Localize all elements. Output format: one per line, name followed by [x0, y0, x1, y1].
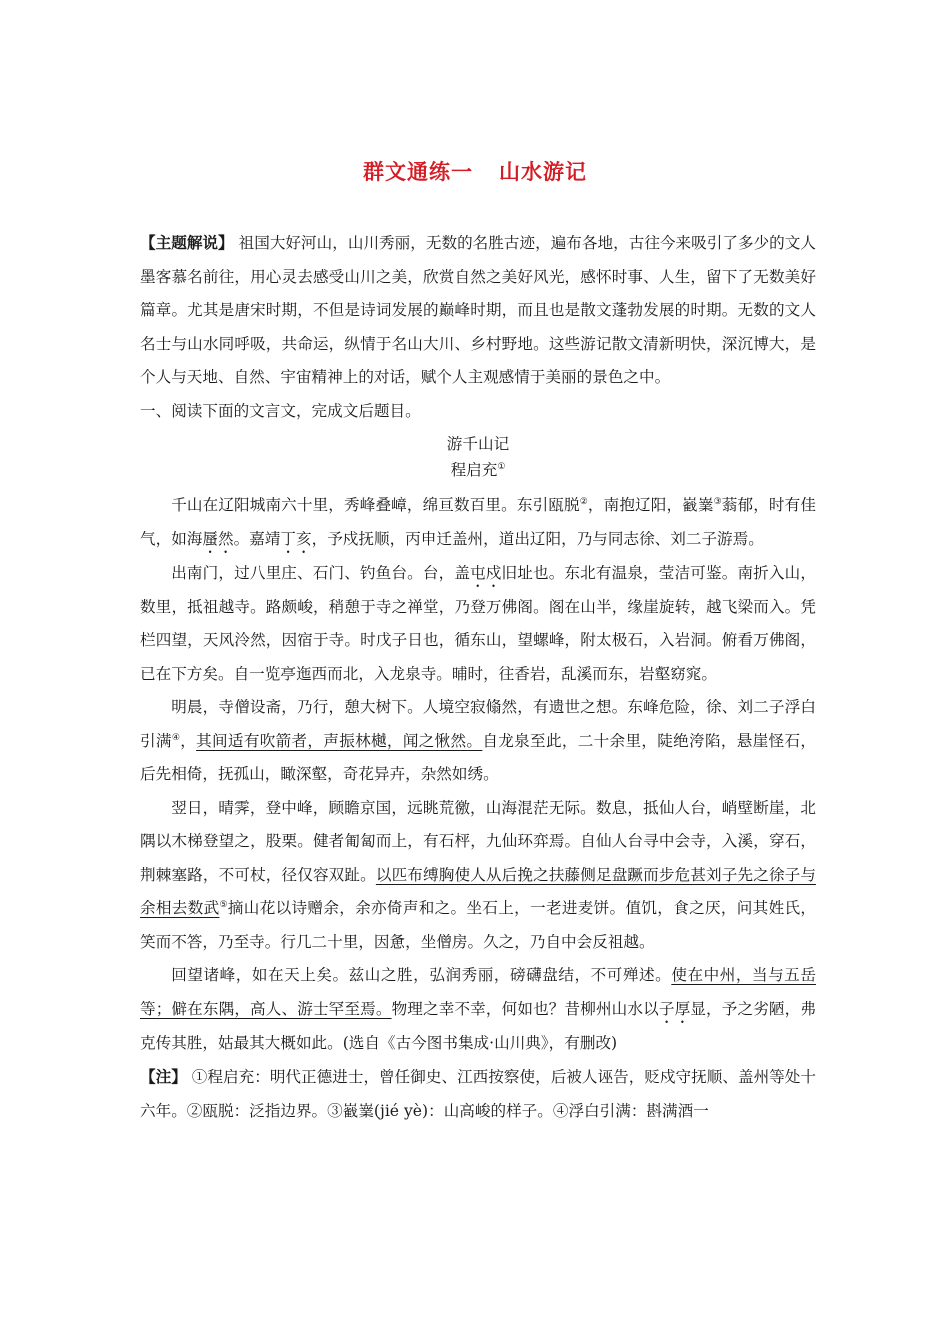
footnote-ref-5: ⑤ — [219, 900, 228, 910]
intro-paragraph — [140, 226, 816, 395]
p3-text-b: ， — [180, 731, 197, 750]
p1-text-c: 蓊郁，时有佳气，如海 — [140, 496, 816, 548]
passage-title: 游千山记 — [446, 435, 510, 453]
p1-text-f: ，予戍抚顺，丙申迁盖州，道出辽阳，乃与同志徐、刘二子游焉。 — [311, 529, 764, 548]
passage-author: 程启充 — [450, 461, 498, 479]
underlined-sentence-2: 以匹布缚胸使人从后挽之扶藤侧足盘蹶而步危甚刘子先之徐子与余相去数武 — [140, 865, 816, 917]
p1-text-a: 千山在辽阳城南六十里，秀峰叠嶂，绵亘数百里。东引瓯脱 — [171, 496, 580, 514]
intro-text: 祖国大好河山，山川秀丽，无数的名胜古迹，遍布各地，古往今来吸引了多少的文人墨客慕名前往，用心灵去感受山川之美，欣赏自然之美好风光，感怀时事、人生，留下了无数美好篇章。尤其是唐宋时期，不但是诗词发展的巅峰时期，而且也是散文蓬勃发展的时期。无数的文人名士与山水同呼吸，共命运，纵情于名山大川、乡村野地。这些游记散文清新明快，深沉博大，是个人与天地、自然、宇宙精神上的对话，赋个人主观感情于美丽的景色之中。 — [140, 234, 816, 386]
footnote-ref-3: ③ — [713, 497, 722, 507]
title-part-1: 群文通练一 — [363, 159, 473, 184]
notes-text: ①程启充：明代正德进士，曾任御史、江西按察使，后被人诬告，贬戍守抚顺、盖州等处十六年。②瓯脱：泛指边界。③巀嶪(jié yè)：山高峻的样子。④浮白引满：斟满酒一 — [140, 1068, 816, 1120]
intro-tag: 【主题解说】 — [140, 233, 234, 252]
page-title — [0, 156, 950, 186]
p5-text-a: 回望诸峰，如在天上矣。兹山之胜，弘润秀丽，磅礴盘结，不可殚述。 — [171, 966, 672, 984]
passage-paragraph-4 — [140, 792, 816, 960]
underlined-sentence-3: 使在中州，当与五岳等；僻在东隅，高人、游士罕至焉。 — [140, 966, 816, 1018]
notes-paragraph — [140, 1060, 816, 1128]
p5-text-c: 显，予之劣陋，弗克传其胜，姑最其大概如此。(选自《古今图书集成·山川典》，有删改) — [140, 999, 816, 1052]
p3-text-c: 自龙泉至此，二十余里，陡绝洿陷，悬崖怪石，后先相倚，抚孤山，瞰深壑，奇花异卉，杂然如绣。 — [140, 731, 816, 783]
notes-tag: 【注】 — [140, 1067, 187, 1086]
underlined-sentence-1: 其间适有吹箭者，声振林樾，闻之愀然。 — [196, 731, 483, 750]
dotted-term-dinghai: 丁亥 — [280, 529, 312, 548]
footnote-ref-1: ① — [497, 462, 506, 472]
footnote-ref-4: ④ — [171, 732, 181, 743]
p5-text-b: 物理之幸不幸，何如也？昔柳州山水以 — [391, 999, 659, 1018]
passage-author-line — [140, 457, 816, 483]
dotted-term-tunshu: 屯戍 — [470, 563, 502, 582]
p4-text-a: 翌日，晴霁，登中峰，顾瞻京国，远眺荒徼，山海混茫无际。数息，抵仙人台，峭壁断崖，北隅以木梯登望之，股栗。健者匍匐而上，有石枰，九仙环弈焉。自仙人台寻中会寺，入溪，穿石，荆棘塞路，不可杖，径仅容双趾。 — [140, 798, 816, 884]
footnote-ref-2: ② — [579, 497, 588, 507]
passage-paragraph-3 — [140, 691, 816, 792]
passage-paragraph-5 — [140, 959, 816, 1060]
passage-paragraph-2 — [140, 557, 816, 692]
dotted-term-shen: 蜃然 — [202, 529, 234, 548]
p1-text-b: ，南抱辽阳，巀嶪 — [587, 496, 714, 514]
document-body — [140, 226, 816, 1128]
question-heading: 一、阅读下面的文言文，完成文后题目。 — [140, 401, 421, 420]
dotted-term-zihou: 子厚 — [658, 999, 691, 1018]
title-part-2: 山水游记 — [499, 159, 587, 184]
p1-text-e: 。嘉靖 — [233, 529, 281, 548]
p2-text-b: 旧址也。东北有温泉，莹洁可鉴。南折入山，数里，抵祖越寺。路颇峻，稍憩于寺之禅堂，乃登万佛阁。阁在山半，缘崖旋转，越飞梁而入。凭栏四望，天风泠然，因宿于寺。时戊子日也，循东山，望螺峰，附太极石，入岩洞。俯看万佛阁，已在下方矣。自一览亭迤西而北，入龙泉寺。晡时，往香岩，乱溪而东，岩壑窈窕。 — [140, 563, 816, 683]
p2-text-a: 出南门，过八里庄、石门、钓鱼台。台，盖 — [171, 563, 471, 582]
passage-paragraph-1 — [140, 489, 816, 557]
p4-text-b: 摘山花以诗赠余，余亦倚声和之。坐石上，一老进麦饼。值饥，食之厌，问其姓氏，笑而不答，乃至寺。行几二十里，因惫，坐僧房。久之，乃自中会反祖越。 — [140, 899, 816, 951]
p3-text-a: 明晨，寺僧设斋，乃行，憩大树下。人境空寂翛然，有遗世之想。东峰危险，徐、刘二子浮白引满 — [140, 698, 816, 750]
